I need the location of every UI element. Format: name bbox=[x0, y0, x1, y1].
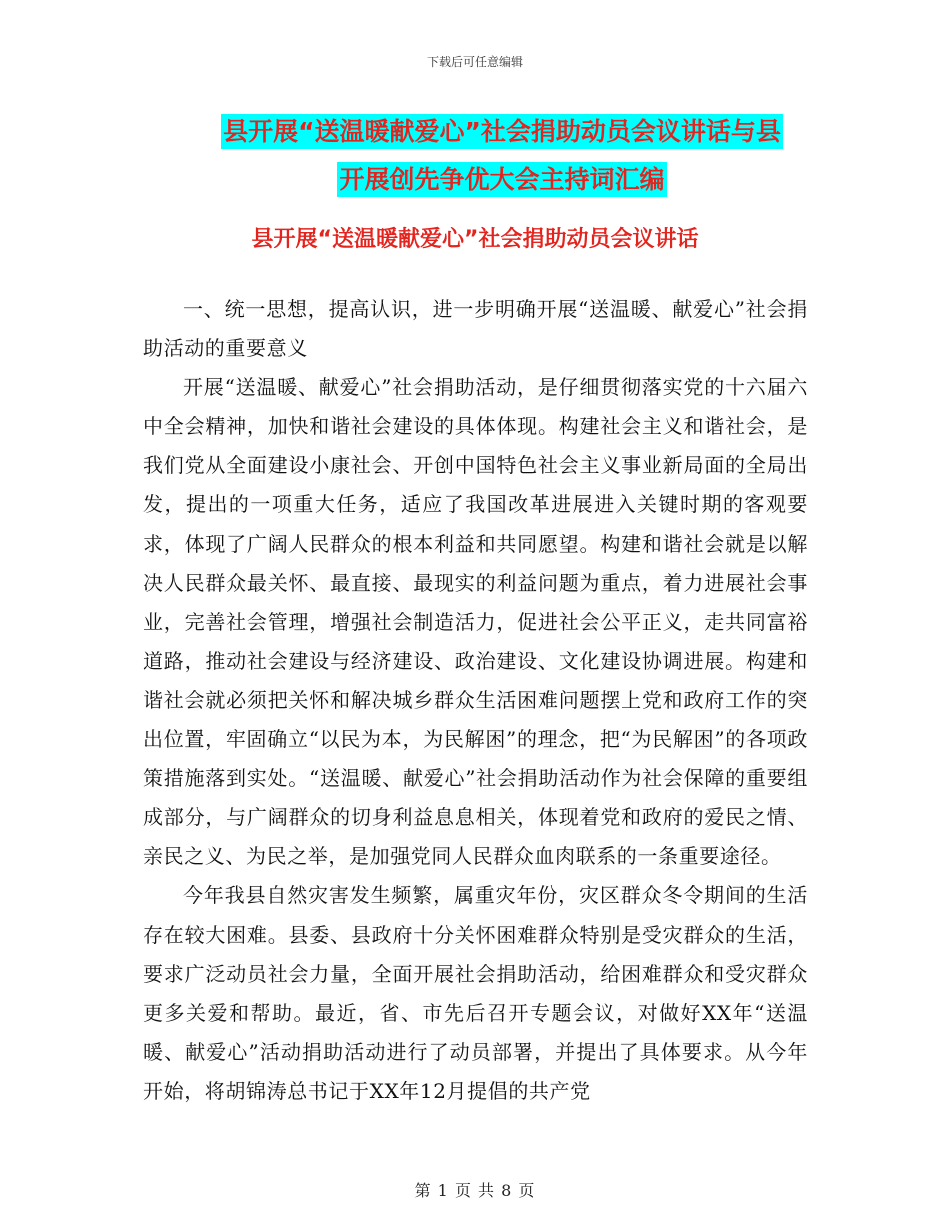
page-header-note: 下载后可任意编辑 bbox=[426, 55, 523, 69]
document-title-line-1: 县开展“送温暖献爱心”社会捐助动员会议讲话与县 bbox=[221, 114, 783, 149]
paragraph: 今年我县自然灾害发生频繁，属重灾年份，灾区群众冬令期间的生活存在较大困难。县委、县政府十分关怀困难群众特别是受灾群众的生活，要求广泛动员社会力量，全面开展社会捐助活动，给困难群众和受灾群众更多关爱和帮助。最近，省、市先后召开专题会议，对做好XX年“送温暖、献爱心”活动捐助活动进行了动员部署，并提出了具体要求。从今年开始，将胡锦涛总书记于XX年12月提倡的共产党 bbox=[143, 883, 808, 1103]
paragraph-heading: 一、统一思想，提高认识，进一步明确开展“送温暖、献爱心”社会捐助活动的重要意义 bbox=[143, 297, 808, 361]
section-title: 县开展“送温暖献爱心”社会捐助动员会议讲话 bbox=[251, 227, 699, 252]
document-title bbox=[192, 108, 812, 204]
document-title-line-2: 开展创先争优大会主持词汇编 bbox=[337, 162, 666, 197]
page-number: 第 1 页 共 8 页 bbox=[414, 1181, 536, 1200]
paragraph: 开展“送温暖、献爱心”社会捐助活动，是仔细贯彻落实党的十六届六中全会精神，加快和谐社会建设的具体体现。构建社会主义和谐社会，是我们党从全面建设小康社会、开创中国特色社会主义事业新局面的全局出发，提出的一项重大任务，适应了我国改革进展进入关键时期的客观要求，体现了广阔人民群众的根本利益和共同愿望。构建和谐社会就是以解决人民群众最关怀、最直接、最现实的利益问题为重点，着力进展社会事业，完善社会管理，增强社会制造活力，促进社会公平正义，走共同富裕道路，推动社会建设与经济建设、政治建设、文化建设协调进展。构建和谐社会就必须把关怀和解决城乡群众生活困难问题摆上党和政府工作的突出位置，牢固确立“以民为本，为民解困”的理念，把“为民解困”的各项政策措施落到实处。“送温暖、献爱心”社会捐助活动作为社会保障的重要组成部分，与广阔群众的切身利益息息相关，体现着党和政府的爱民之情、亲民之义、为民之举，是加强党同人民群众血肉联系的一条重要途径。 bbox=[143, 375, 808, 869]
document-body bbox=[143, 290, 808, 1111]
